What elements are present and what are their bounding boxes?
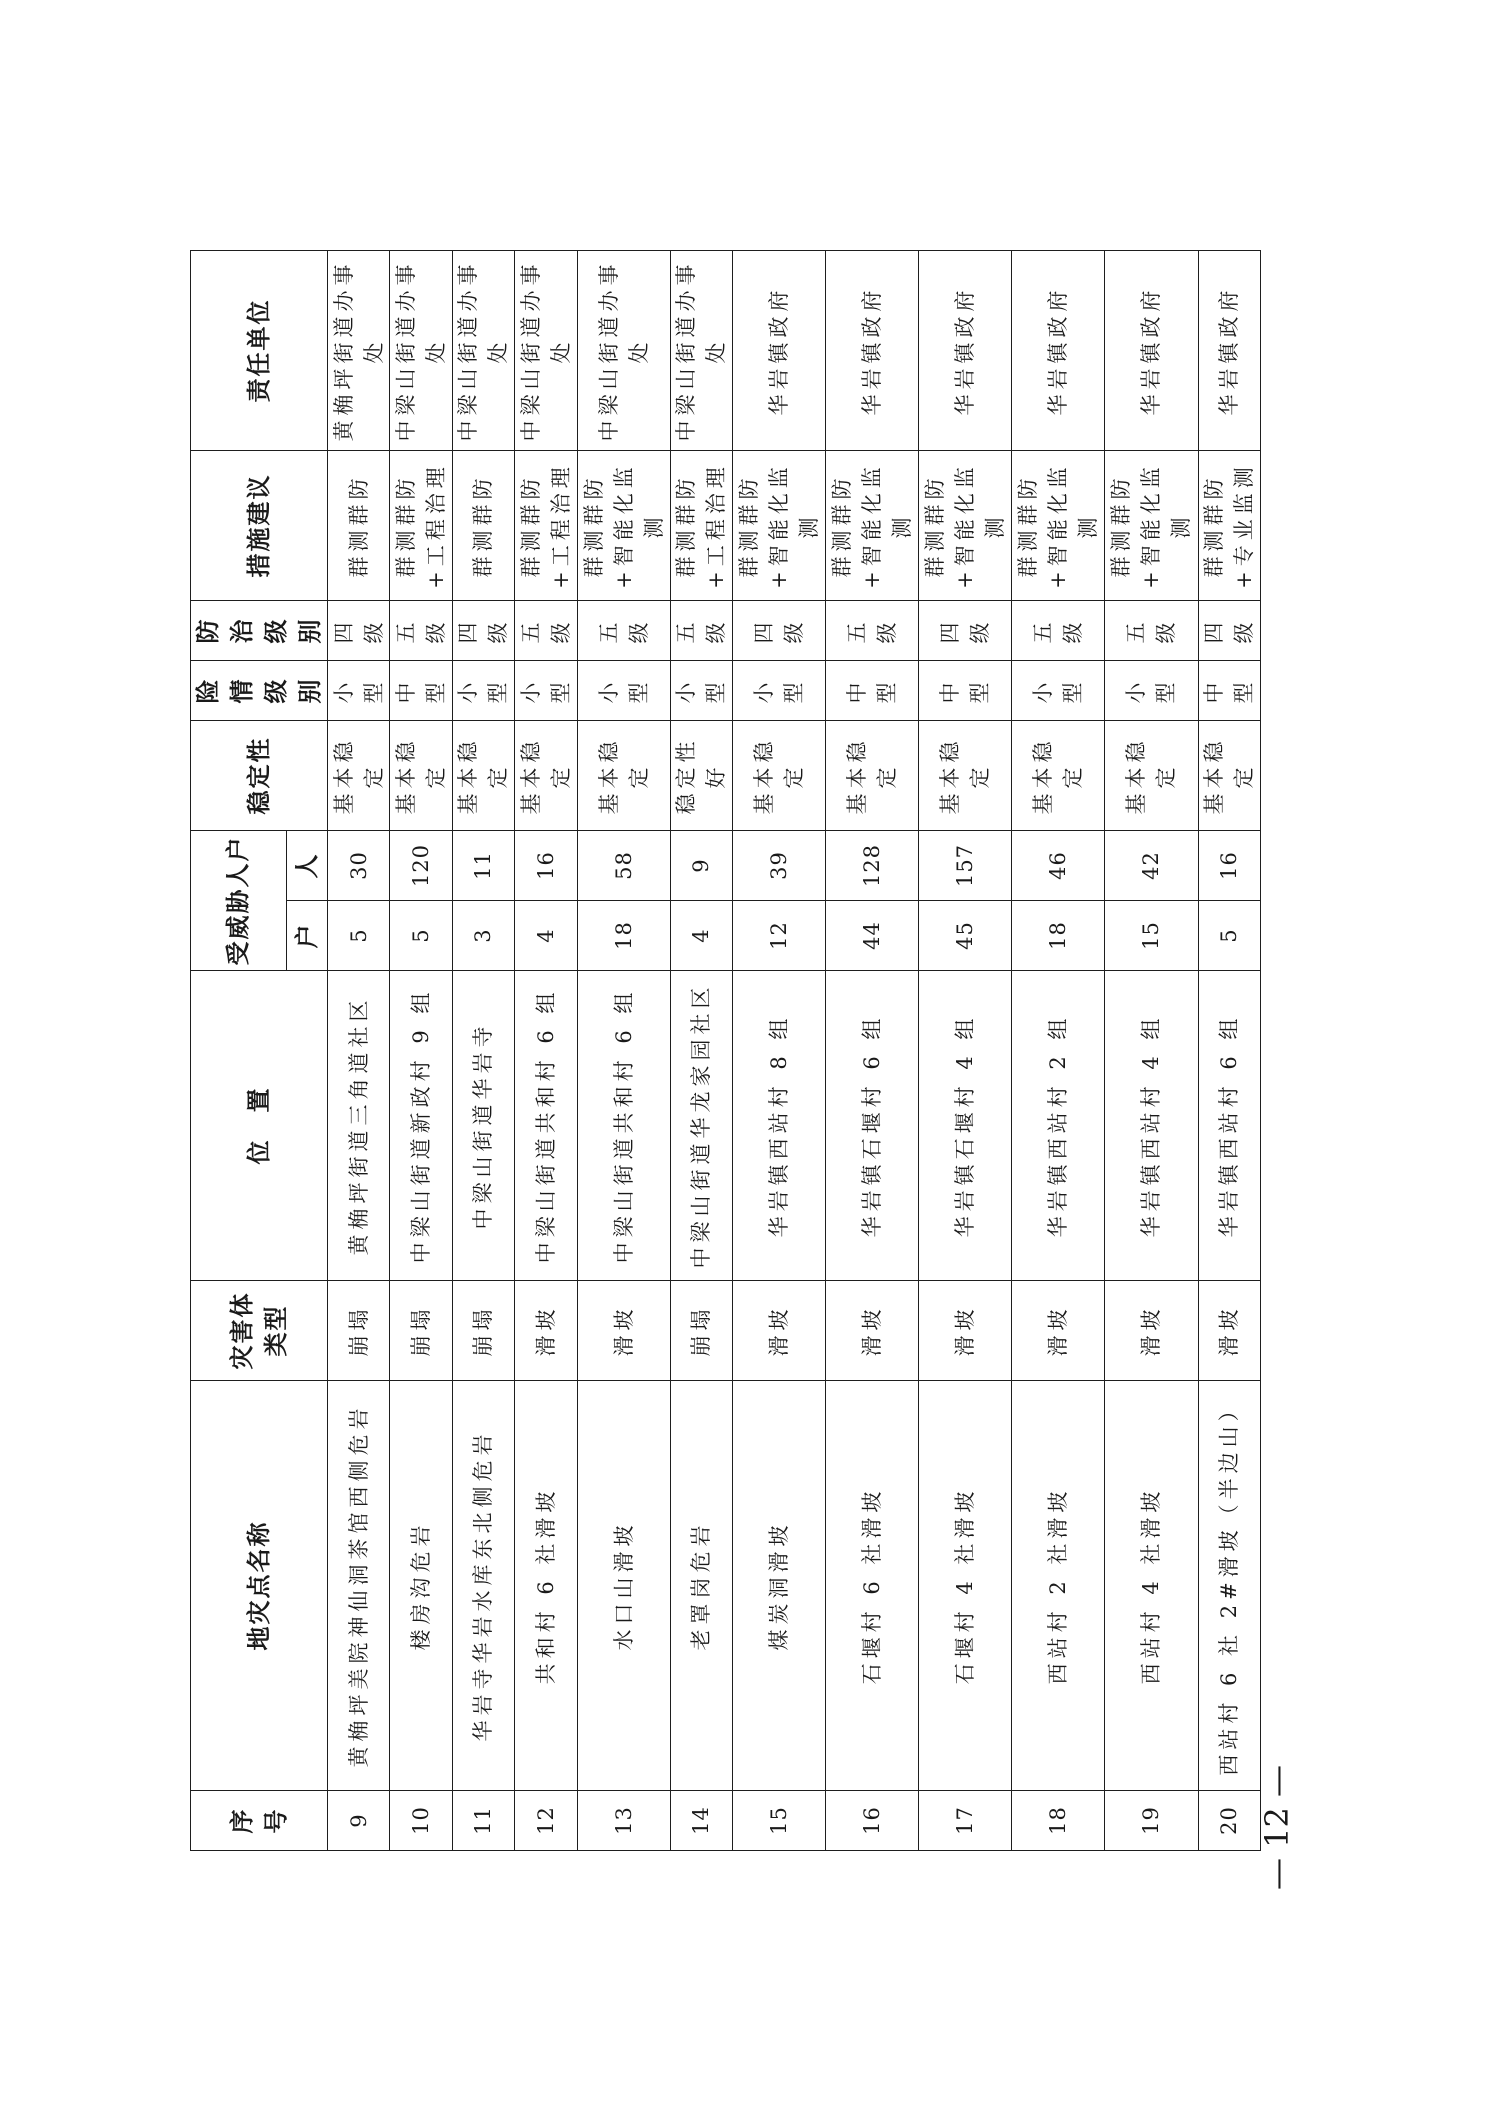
name-cell: 西站村 2 社滑坡 xyxy=(1012,1381,1105,1791)
stability-cell: 基本稳定 xyxy=(1105,721,1198,831)
type-cell: 崩塌 xyxy=(452,1281,514,1381)
risk-level-cell: 小型 xyxy=(452,661,514,721)
table-row xyxy=(1012,251,1105,1851)
measures-cell: 群测群防+智能化监测 xyxy=(733,451,826,601)
table-row xyxy=(577,251,670,1851)
seq-cell: 17 xyxy=(919,1791,1012,1851)
control-level-cell: 五级 xyxy=(390,601,452,661)
table-row xyxy=(452,251,514,1851)
name-cell: 煤炭洞滑坡 xyxy=(733,1381,826,1791)
type-cell: 滑坡 xyxy=(733,1281,826,1381)
stability-cell: 基本稳定 xyxy=(390,721,452,831)
stability-cell: 基本稳定 xyxy=(733,721,826,831)
header-seq: 序号 xyxy=(191,1791,328,1851)
measures-cell: 群测群防+智能化监测 xyxy=(919,451,1012,601)
responsible-cell: 华岩镇政府 xyxy=(1198,251,1260,451)
households-cell: 18 xyxy=(577,901,670,971)
type-cell: 崩塌 xyxy=(328,1281,390,1381)
location-cell: 华岩镇西站村 4 组 xyxy=(1105,971,1198,1281)
households-cell: 5 xyxy=(1198,901,1260,971)
measures-cell: 群测群防+智能化监测 xyxy=(826,451,919,601)
control-level-cell: 五级 xyxy=(1105,601,1198,661)
stability-cell: 基本稳定 xyxy=(328,721,390,831)
measures-cell: 群测群防+工程治理 xyxy=(390,451,452,601)
table-row xyxy=(328,251,390,1851)
risk-level-cell: 小型 xyxy=(515,661,577,721)
households-cell: 3 xyxy=(452,901,514,971)
name-cell: 西站村 4 社滑坡 xyxy=(1105,1381,1198,1791)
name-cell: 楼房沟危岩 xyxy=(390,1381,452,1791)
responsible-cell: 中梁山街道办事处 xyxy=(670,251,732,451)
people-cell: 9 xyxy=(670,831,732,901)
header-name: 地灾点名称 xyxy=(191,1381,328,1791)
seq-cell: 10 xyxy=(390,1791,452,1851)
stability-cell: 基本稳定 xyxy=(577,721,670,831)
location-cell: 华岩镇石堰村 4 组 xyxy=(919,971,1012,1281)
header-type: 灾害体类型 xyxy=(191,1281,328,1381)
measures-cell: 群测群防 xyxy=(328,451,390,601)
location-cell: 中梁山街道共和村 6 组 xyxy=(515,971,577,1281)
control-level-cell: 四级 xyxy=(452,601,514,661)
table-row xyxy=(390,251,452,1851)
name-cell: 水口山滑坡 xyxy=(577,1381,670,1791)
households-cell: 44 xyxy=(826,901,919,971)
name-cell: 石堰村 4 社滑坡 xyxy=(919,1381,1012,1791)
table-row xyxy=(1198,251,1260,1851)
name-cell: 共和村 6 社滑坡 xyxy=(515,1381,577,1791)
households-cell: 15 xyxy=(1105,901,1198,971)
location-cell: 华岩镇西站村 8 组 xyxy=(733,971,826,1281)
stability-cell: 基本稳定 xyxy=(1012,721,1105,831)
stability-cell: 基本稳定 xyxy=(452,721,514,831)
header-responsible: 责任单位 xyxy=(191,251,328,451)
location-cell: 中梁山街道华龙家园社区 xyxy=(670,971,732,1281)
type-cell: 滑坡 xyxy=(1012,1281,1105,1381)
responsible-cell: 中梁山街道办事处 xyxy=(390,251,452,451)
people-cell: 120 xyxy=(390,831,452,901)
rotated-table-container xyxy=(190,251,1257,1851)
people-cell: 39 xyxy=(733,831,826,901)
header-stability: 稳定性 xyxy=(191,721,328,831)
header-people: 人 xyxy=(286,831,327,901)
measures-cell: 群测群防+智能化监测 xyxy=(1105,451,1198,601)
table-row xyxy=(826,251,919,1851)
header-risk-level: 险情级别 xyxy=(191,661,328,721)
seq-cell: 13 xyxy=(577,1791,670,1851)
table-row xyxy=(919,251,1012,1851)
header-measures: 措施建议 xyxy=(191,451,328,601)
people-cell: 42 xyxy=(1105,831,1198,901)
seq-cell: 12 xyxy=(515,1791,577,1851)
households-cell: 4 xyxy=(515,901,577,971)
seq-cell: 20 xyxy=(1198,1791,1260,1851)
responsible-cell: 华岩镇政府 xyxy=(826,251,919,451)
people-cell: 128 xyxy=(826,831,919,901)
responsible-cell: 中梁山街道办事处 xyxy=(515,251,577,451)
people-cell: 30 xyxy=(328,831,390,901)
people-cell: 16 xyxy=(1198,831,1260,901)
households-cell: 45 xyxy=(919,901,1012,971)
people-cell: 11 xyxy=(452,831,514,901)
risk-level-cell: 小型 xyxy=(1012,661,1105,721)
stability-cell: 基本稳定 xyxy=(919,721,1012,831)
measures-cell: 群测群防+工程治理 xyxy=(515,451,577,601)
name-cell: 黄桷坪美院神仙洞茶馆西侧危岩 xyxy=(328,1381,390,1791)
people-cell: 58 xyxy=(577,831,670,901)
stability-cell: 基本稳定 xyxy=(515,721,577,831)
type-cell: 滑坡 xyxy=(515,1281,577,1381)
location-cell: 中梁山街道华岩寺 xyxy=(452,971,514,1281)
stability-cell: 基本稳定 xyxy=(826,721,919,831)
responsible-cell: 华岩镇政府 xyxy=(733,251,826,451)
type-cell: 崩塌 xyxy=(670,1281,732,1381)
seq-cell: 16 xyxy=(826,1791,919,1851)
location-cell: 黄桷坪街道三角道社区 xyxy=(328,971,390,1281)
table-row xyxy=(670,251,732,1851)
risk-level-cell: 中型 xyxy=(390,661,452,721)
responsible-cell: 华岩镇政府 xyxy=(1105,251,1198,451)
header-threatened: 受威胁人户 xyxy=(191,831,287,971)
control-level-cell: 五级 xyxy=(577,601,670,661)
page-number: — 12 — xyxy=(1258,1764,1296,1890)
people-cell: 46 xyxy=(1012,831,1105,901)
seq-cell: 19 xyxy=(1105,1791,1198,1851)
type-cell: 崩塌 xyxy=(390,1281,452,1381)
hazard-points-table xyxy=(190,250,1261,1851)
location-cell: 华岩镇西站村 6 组 xyxy=(1198,971,1260,1281)
control-level-cell: 四级 xyxy=(328,601,390,661)
location-cell: 中梁山街道共和村 6 组 xyxy=(577,971,670,1281)
table-row xyxy=(733,251,826,1851)
table-row xyxy=(515,251,577,1851)
header-households: 户 xyxy=(286,901,327,971)
households-cell: 5 xyxy=(328,901,390,971)
seq-cell: 14 xyxy=(670,1791,732,1851)
header-row xyxy=(191,251,287,1851)
seq-cell: 18 xyxy=(1012,1791,1105,1851)
households-cell: 12 xyxy=(733,901,826,971)
measures-cell: 群测群防+专业监测 xyxy=(1198,451,1260,601)
households-cell: 5 xyxy=(390,901,452,971)
measures-cell: 群测群防+智能化监测 xyxy=(577,451,670,601)
location-cell: 华岩镇西站村 2 组 xyxy=(1012,971,1105,1281)
responsible-cell: 黄桷坪街道办事处 xyxy=(328,251,390,451)
control-level-cell: 四级 xyxy=(733,601,826,661)
type-cell: 滑坡 xyxy=(1105,1281,1198,1381)
risk-level-cell: 小型 xyxy=(328,661,390,721)
risk-level-cell: 中型 xyxy=(826,661,919,721)
name-cell: 华岩寺华岩水库东北侧危岩 xyxy=(452,1381,514,1791)
stability-cell: 基本稳定 xyxy=(1198,721,1260,831)
control-level-cell: 五级 xyxy=(670,601,732,661)
location-cell: 中梁山街道新政村 9 组 xyxy=(390,971,452,1281)
risk-level-cell: 小型 xyxy=(733,661,826,721)
header-location: 位 置 xyxy=(191,971,328,1281)
measures-cell: 群测群防+工程治理 xyxy=(670,451,732,601)
control-level-cell: 五级 xyxy=(515,601,577,661)
seq-cell: 11 xyxy=(452,1791,514,1851)
measures-cell: 群测群防+智能化监测 xyxy=(1012,451,1105,601)
responsible-cell: 华岩镇政府 xyxy=(919,251,1012,451)
risk-level-cell: 中型 xyxy=(919,661,1012,721)
measures-cell: 群测群防 xyxy=(452,451,514,601)
responsible-cell: 中梁山街道办事处 xyxy=(452,251,514,451)
risk-level-cell: 小型 xyxy=(577,661,670,721)
type-cell: 滑坡 xyxy=(919,1281,1012,1381)
control-level-cell: 四级 xyxy=(919,601,1012,661)
control-level-cell: 五级 xyxy=(1012,601,1105,661)
responsible-cell: 华岩镇政府 xyxy=(1012,251,1105,451)
responsible-cell: 中梁山街道办事处 xyxy=(577,251,670,451)
header-control-level: 防治级别 xyxy=(191,601,328,661)
name-cell: 西站村 6 社 2#滑坡（半边山） xyxy=(1198,1381,1260,1791)
seq-cell: 15 xyxy=(733,1791,826,1851)
households-cell: 4 xyxy=(670,901,732,971)
people-cell: 157 xyxy=(919,831,1012,901)
stability-cell: 稳定性好 xyxy=(670,721,732,831)
control-level-cell: 五级 xyxy=(826,601,919,661)
table-row xyxy=(1105,251,1198,1851)
people-cell: 16 xyxy=(515,831,577,901)
risk-level-cell: 小型 xyxy=(670,661,732,721)
type-cell: 滑坡 xyxy=(1198,1281,1260,1381)
name-cell: 老罩岗危岩 xyxy=(670,1381,732,1791)
type-cell: 滑坡 xyxy=(577,1281,670,1381)
name-cell: 石堰村 6 社滑坡 xyxy=(826,1381,919,1791)
location-cell: 华岩镇石堰村 6 组 xyxy=(826,971,919,1281)
type-cell: 滑坡 xyxy=(826,1281,919,1381)
risk-level-cell: 小型 xyxy=(1105,661,1198,721)
risk-level-cell: 中型 xyxy=(1198,661,1260,721)
households-cell: 18 xyxy=(1012,901,1105,971)
seq-cell: 9 xyxy=(328,1791,390,1851)
control-level-cell: 四级 xyxy=(1198,601,1260,661)
